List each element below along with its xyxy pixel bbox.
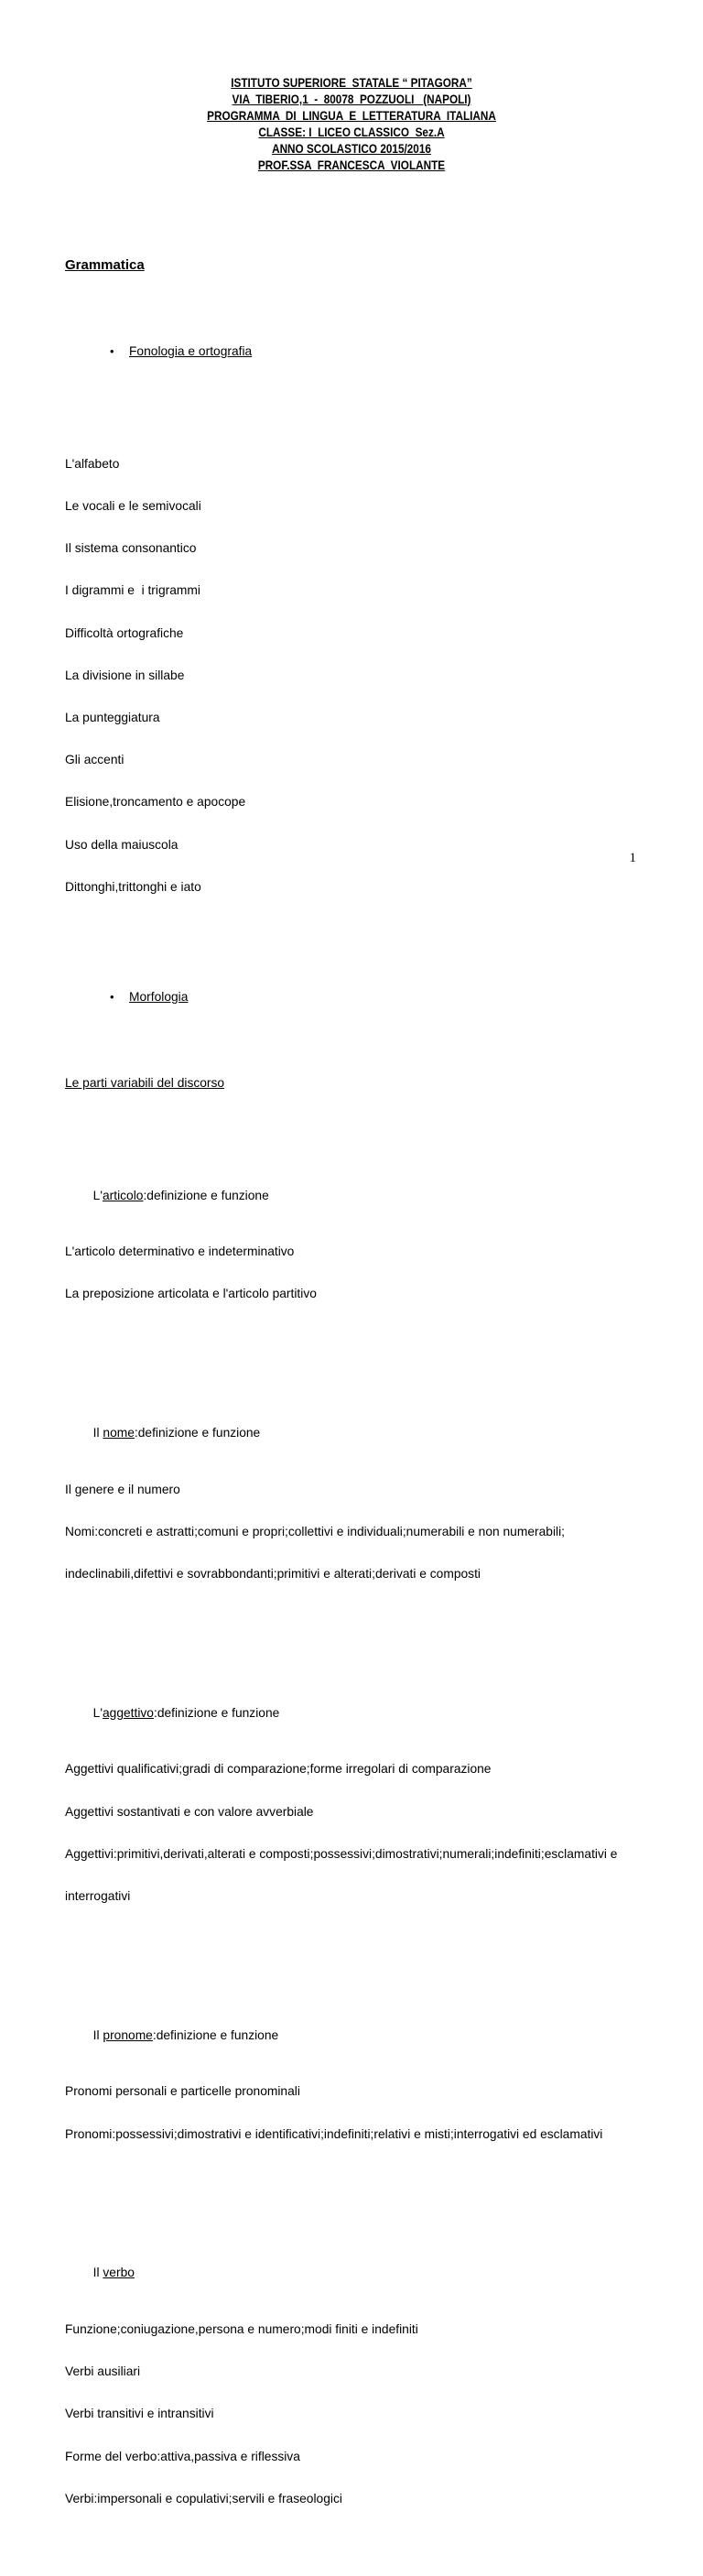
topic-line: interrogativi xyxy=(65,1889,131,1904)
topic-line: Nomi:concreti e astratti;comuni e propri;collettivi e individuali;numerabili e non numerabili; xyxy=(65,1524,565,1538)
group-articolo-head xyxy=(65,1174,687,1216)
subsection-title-parti-variabili: Le parti variabili del discorso xyxy=(65,1075,225,1090)
head-keyword: nome xyxy=(103,1426,135,1440)
bullet-icon: • xyxy=(110,989,114,1004)
topic-line: Dittonghi,trittonghi e iato xyxy=(65,879,201,894)
head-prefix: Il xyxy=(92,2027,103,2042)
group-verbo xyxy=(65,2223,687,2534)
topic-line: Il genere e il numero xyxy=(65,1482,180,1496)
page-number: 1 xyxy=(629,851,636,865)
topic-line: Uso della maiuscola xyxy=(65,837,178,852)
head-prefix: Il xyxy=(92,1426,103,1440)
bullet-item-morfologia-label: Morfologia xyxy=(129,989,189,1004)
group-aggettivo xyxy=(65,1664,687,1932)
bullet-icon: • xyxy=(110,343,114,358)
topic-line: L'articolo determinativo e indeterminativo xyxy=(65,1245,295,1259)
topic-line: Funzione;coniugazione,persona e numero;modi finiti e indefiniti xyxy=(65,2321,418,2336)
topic-line: Pronomi:possessivi;dimostrativi e identificativi;indefiniti;relativi e misti;interrogativi ed esclamativi xyxy=(65,2126,603,2141)
header-line-professor: PROF.SSA FRANCESCA VIOLANTE xyxy=(257,158,446,172)
group-aggettivo-head xyxy=(65,1691,687,1734)
topic-line: L'alfabeto xyxy=(65,456,120,471)
topic-line: Aggettivi qualificativi;gradi di comparazione;forme irregolari di comparazione xyxy=(65,1762,492,1777)
topic-line: La divisione in sillabe xyxy=(65,668,185,682)
bullet-item-fonologia xyxy=(65,330,687,372)
group-verbo-head xyxy=(65,2252,687,2294)
topic-line: I digrammi e i trigrammi xyxy=(65,583,200,598)
document-body xyxy=(65,173,687,2576)
topic-line: Verbi ausiliari xyxy=(65,2364,141,2379)
topic-line: La preposizione articolata e l'articolo partitivo xyxy=(65,1287,317,1301)
topic-line: Aggettivi:primitivi,derivati,alterati e composti;possessivi;dimostrativi;numerali;indefiniti;esclamativi e xyxy=(65,1846,618,1861)
topic-line: Gli accenti xyxy=(65,753,124,767)
topic-line: Elisione,troncamento e apocope xyxy=(65,795,246,810)
header-line-institute: ISTITUTO SUPERIORE STATALE “ PITAGORA” xyxy=(231,75,472,90)
head-keyword: pronome xyxy=(103,2027,153,2042)
topic-line: Le vocali e le semivocali xyxy=(65,498,201,513)
head-suffix: :definizione e funzione xyxy=(134,1426,261,1440)
head-suffix: :definizione e funzione xyxy=(152,2027,279,2042)
head-suffix: :definizione e funzione xyxy=(143,1188,269,1202)
topic-line: Aggettivi sostantivati e con valore avverbiale xyxy=(65,1804,314,1819)
fonologia-topic-list xyxy=(65,429,687,922)
topic-line: indeclinabili,difettivi e sovrabbondanti;primitivi e alterati;derivati e composti xyxy=(65,1567,481,1581)
group-pronome-head xyxy=(65,2014,687,2056)
head-prefix: L' xyxy=(92,1188,103,1202)
group-nome-head xyxy=(65,1412,687,1454)
head-prefix: Il xyxy=(92,2266,103,2280)
header-line-class: CLASSE: I LICEO CLASSICO Sez.A xyxy=(258,125,445,139)
topic-line: Forme del verbo:attiva,passiva e riflessiva xyxy=(65,2449,300,2463)
group-articolo xyxy=(65,1146,687,1329)
head-keyword: aggettivo xyxy=(102,1705,154,1720)
topic-line: Il sistema consonantico xyxy=(65,541,197,556)
header-line-address: VIA TIBERIO,1 - 80078 POZZUOLI (NAPOLI) xyxy=(232,92,471,106)
topic-line: Difficoltà ortografiche xyxy=(65,625,184,640)
head-suffix: :definizione e funzione xyxy=(153,1705,280,1720)
group-pronome xyxy=(65,1986,687,2169)
document-header xyxy=(56,0,646,173)
head-keyword: verbo xyxy=(103,2266,135,2280)
header-line-program: PROGRAMMA DI LINGUA E LETTERATURA ITALIANA xyxy=(207,108,496,123)
head-prefix: L' xyxy=(92,1705,103,1720)
topic-line: Pronomi personali e particelle pronominali xyxy=(65,2084,300,2099)
bullet-item-morfologia xyxy=(65,975,687,1017)
topic-line: Verbi:impersonali e copulativi;servili e fraseologici xyxy=(65,2491,342,2505)
group-nome xyxy=(65,1384,687,1610)
topic-line: La punteggiatura xyxy=(65,711,160,724)
section-title-grammatica: Grammatica xyxy=(65,257,145,274)
head-keyword: articolo xyxy=(102,1188,144,1202)
bullet-item-fonologia-label: Fonologia e ortografia xyxy=(129,343,253,358)
topic-line: Verbi transitivi e intransitivi xyxy=(65,2407,214,2421)
header-line-school-year: ANNO SCOLASTICO 2015/2016 xyxy=(272,141,431,156)
